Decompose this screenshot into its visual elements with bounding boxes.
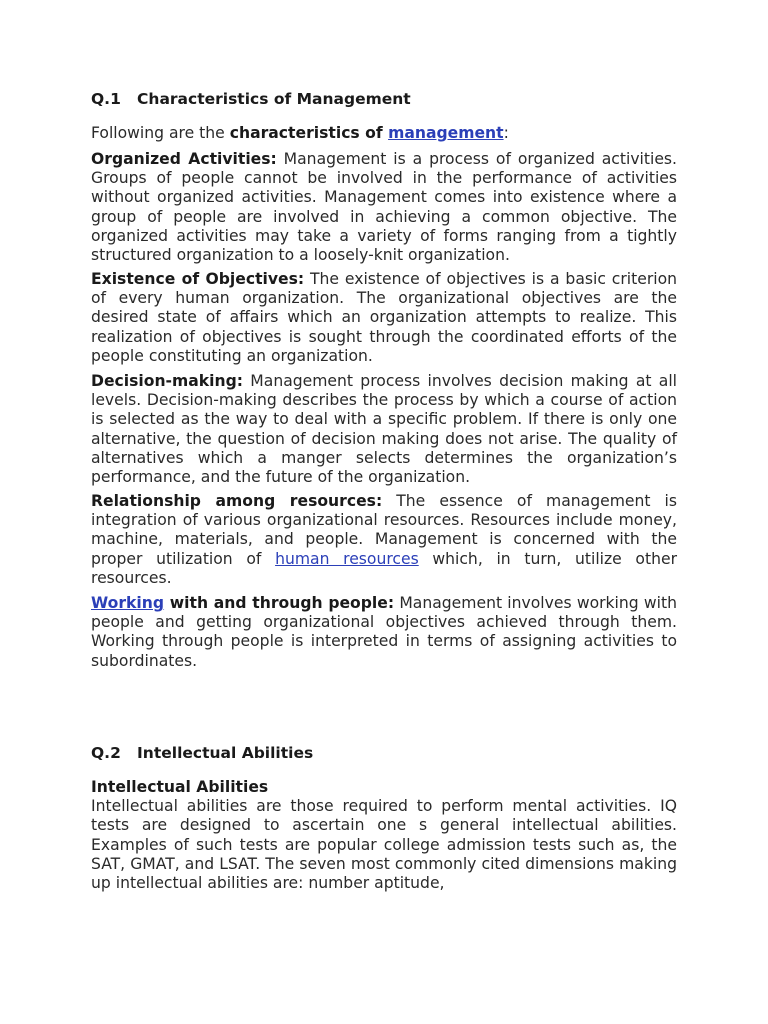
q1-intro bbox=[91, 124, 677, 143]
working-with-people-term: with and through people: bbox=[164, 594, 395, 612]
working-link[interactable]: Working bbox=[91, 594, 165, 612]
intellectual-abilities-text: Intellectual abilities are those required to perform mental activities. IQ tests are designed to ascertain one s general intellectual abilities. Examples of such tests are popular college admission tests such as, the SAT, GMAT, and LSAT. The seven most commonly cited dimensions making up intellectual abilities are: number aptitude, bbox=[91, 797, 677, 893]
intellectual-abilities-subheading: Intellectual Abilities bbox=[91, 778, 269, 796]
intellectual-abilities-section bbox=[91, 778, 677, 893]
decision-making-paragraph bbox=[91, 372, 677, 487]
relationship-text-before-link: The essence of management is integration of various organizational resources. Resources include money, machine, materials, and people. Management is concerned with the proper utilization of bbox=[91, 492, 678, 568]
relationship-text-after-link: which, in turn, utilize other resources. bbox=[91, 549, 677, 587]
working-with-people-text: Management involves working with people and getting organizational objectives achieved through them. Working through people is interpreted in terms of assigning activities to subordinates. bbox=[91, 594, 677, 670]
q1-heading: Q.1 Characteristics of Management bbox=[91, 90, 411, 108]
intro-prefix: Following are the bbox=[91, 124, 230, 142]
relationship-among-resources-paragraph bbox=[91, 492, 677, 588]
organized-activities-text: Management is a process of organized activities. Groups of people cannot be involved in the performance of activities without organized activities. Management comes into existence where a group of people are involved in achieving a common objective. The organized activities may take a variety of forms ranging from a tightly structured organization to a loosely-knit organization. bbox=[91, 150, 677, 265]
decision-making-text: Management process involves decision making at all levels. Decision-making describes the process by which a course of action is selected as the way to deal with a specific problem. If there is only one alternative, the question of decision making does not arise. The quality of alternatives which a manger selects determines the organization’s performance, and the future of the organization. bbox=[91, 372, 677, 487]
existence-of-objectives-paragraph bbox=[91, 270, 677, 366]
management-link[interactable]: management bbox=[388, 124, 504, 142]
human-resources-link[interactable]: human resources bbox=[275, 549, 419, 568]
existence-of-objectives-text: The existence of objectives is a basic criterion of every human organization. The organizational objectives are the desired state of affairs which an organization attempts to realize. This realization of objectives is sought through the coordinated efforts of the people constituting an organization. bbox=[91, 270, 677, 365]
intro-bold: characteristics of bbox=[229, 124, 389, 142]
q2-heading: Q.2 Intellectual Abilities bbox=[91, 744, 314, 762]
existence-of-objectives-term: Existence of Objectives: bbox=[91, 270, 305, 288]
decision-making-term: Decision-making: bbox=[91, 372, 244, 390]
intro-suffix: : bbox=[503, 124, 509, 142]
relationship-among-resources-term: Relationship among resources: bbox=[91, 492, 383, 510]
organized-activities-paragraph bbox=[91, 150, 677, 265]
organized-activities-term: Organized Activities: bbox=[91, 150, 277, 168]
working-with-people-paragraph bbox=[91, 594, 677, 671]
